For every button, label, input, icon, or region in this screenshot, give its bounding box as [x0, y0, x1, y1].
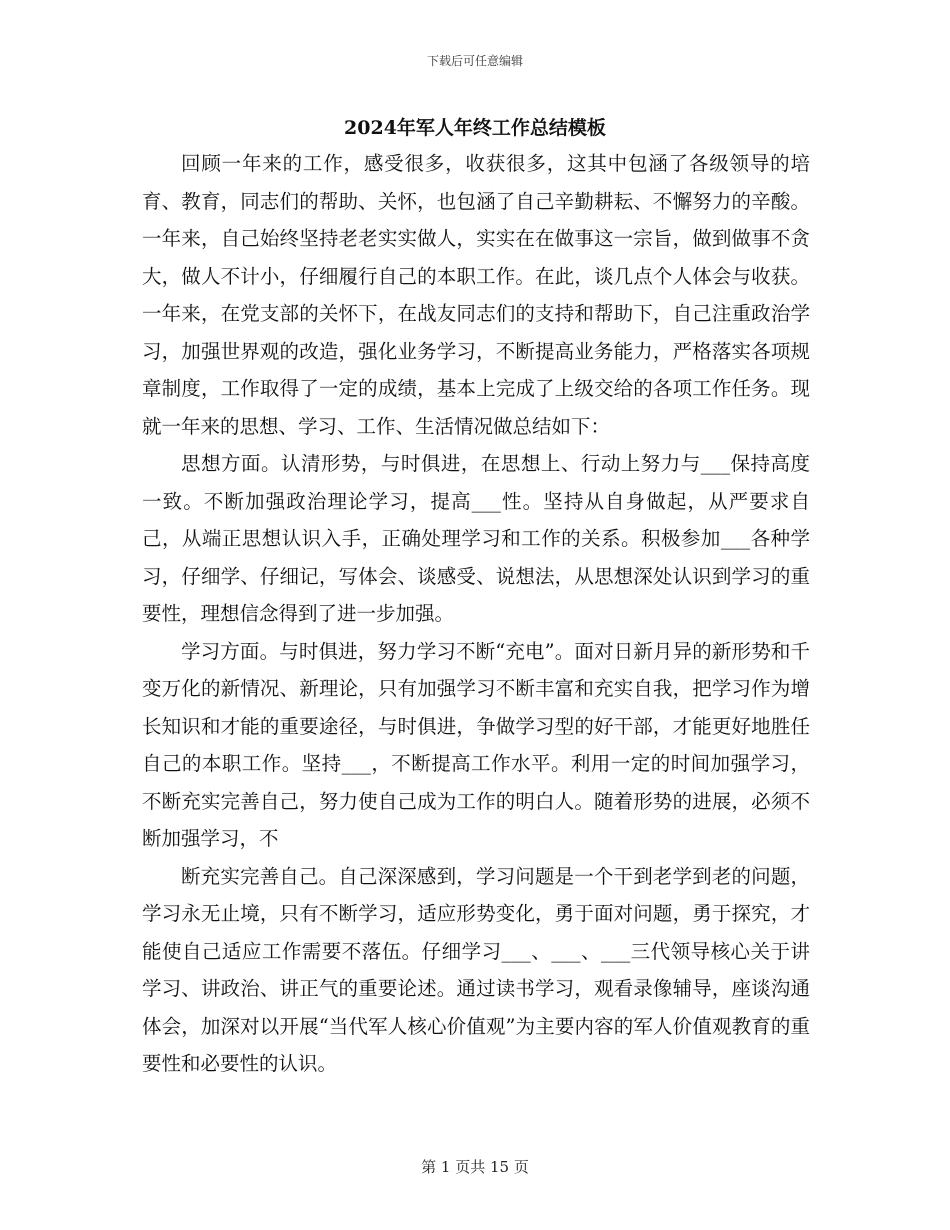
paragraph-intro: 回顾一年来的工作，感受很多，收获很多，这其中包涵了各级领导的培育、教育，同志们的帮助、关怀，也包涵了自己辛勤耕耘、不懈努力的辛酸。一年来，自己始终坚持老老实实做人，实实在在做事这一宗旨，做到做事不贪大，做人不计小，仔细履行自己的本职工作。在此，谈几点个人体会与收获。一年来，在党支部的关怀下，在战友同志们的支持和帮助下，自己注重政治学习，加强世界观的改造，强化业务学习，不断提高业务能力，严格落实各项规章制度，工作取得了一定的成绩，基本上完成了上级交给的各项工作任务。现就一年来的思想、学习、工作、生活情况做总结如下：: [142, 152, 810, 438]
paragraph-thought: 思想方面。认清形势，与时俱进，在思想上、行动上努力与___保持高度一致。不断加强政治理论学习，提高___性。坚持从自身做起，从严要求自己，从端正思想认识入手，正确处理学习和工作的关系。积极参加___各种学习，仔细学、仔细记，写体会、谈感受、说想法，从思想深处认识到学习的重要性，理想信念得到了进一步加强。: [142, 452, 810, 625]
document-title: 2024年军人年终工作总结模板: [344, 117, 606, 139]
document-body: [142, 145, 810, 1083]
page-header: 下载后可任意编辑: [426, 54, 523, 68]
page-footer: 第 1 页共 15 页: [421, 1158, 529, 1176]
paragraph-study-continued: 断充实完善自己。自己深深感到，学习问题是一个干到老学到老的问题，学习永无止境，只有不断学习，适应形势变化，勇于面对问题，勇于探究，才能使自己适应工作需要不落伍。仔细学习___、___、___三代领导核心关于讲学习、讲政治、讲正气的重要论述。通过读书学习，观看录像辅导，座谈沟通体会，加深对以开展“当代军人核心价值观”为主要内容的军人价值观教育的重要性和必要性的认识。: [142, 864, 810, 1075]
paragraph-study: 学习方面。与时俱进，努力学习不断“充电”。面对日新月异的新形势和千变万化的新情况、新理论，只有加强学习不断丰富和充实自我，把学习作为增长知识和才能的重要途径，与时俱进，争做学习型的好干部，才能更好地胜任自己的本职工作。坚持___，不断提高工作水平。利用一定的时间加强学习，不断充实完善自己，努力使自己成为工作的明白人。随着形势的进展，必须不断加强学习，不: [142, 639, 810, 850]
